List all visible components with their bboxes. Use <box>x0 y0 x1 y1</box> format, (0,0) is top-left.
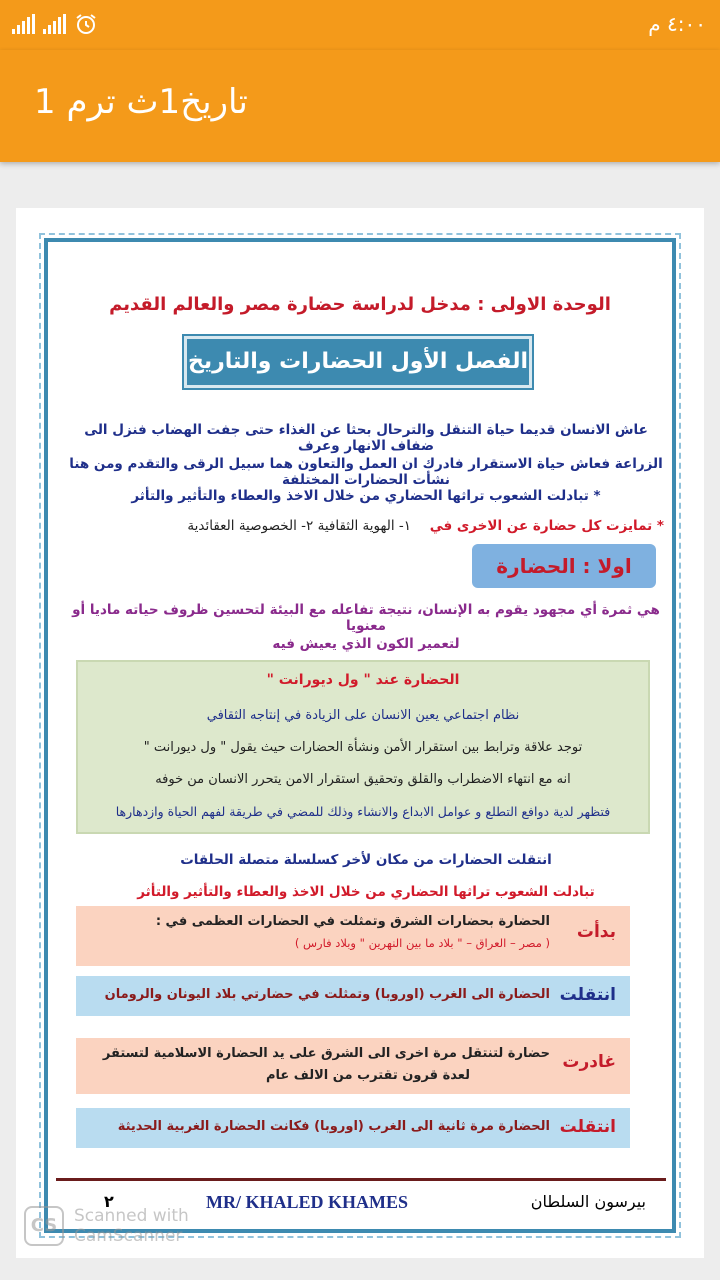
durant-line-3: انه مع انتهاء الاضطراب والقلق وتحقيق استقرار الامن يتحرر الانسان من خوفه <box>155 772 571 787</box>
footer-divider <box>56 1178 666 1181</box>
distinction-items: ١- الهوية الثقافية ٢- الخصوصية العقائدية <box>187 518 412 534</box>
timeline-label: بدأت <box>576 922 616 942</box>
watermark-line-2: CamScanner <box>74 1226 183 1246</box>
unit-title: الوحدة الاولى : مدخل لدراسة حضارة مصر والعالم القديم <box>109 294 611 315</box>
signal-icon <box>12 14 35 34</box>
camscanner-text <box>74 1206 189 1246</box>
timeline-sub: لعدة قرون تقترب من الالف عام <box>265 1068 470 1083</box>
timeline-text: الحضارة مرة ثانية الى الغرب (اوروبا) فكانت الحضارة الغربية الحديثة <box>117 1119 550 1134</box>
transfer-line-2: تبادلت الشعوب تراثها الحضاري من خلال الاخذ والعطاء والتأثير والتأثر <box>137 884 595 900</box>
app-bar <box>0 50 720 162</box>
intro-line-2: الزراعة فعاش حياة الاستقرار فادرك ان العمل والتعاون هما سبيل الرقى والتقدم ومن هنا نشأت الحضارات المختلفة <box>69 456 663 488</box>
section-label: اولا : الحضارة <box>472 544 656 588</box>
alarm-icon <box>74 12 98 36</box>
timeline-item <box>76 976 630 1016</box>
camscanner-watermark <box>24 1206 189 1246</box>
distinction-row <box>104 518 664 534</box>
durant-line-1: نظام اجتماعي يعين الانسان على الزيادة في إنتاجه الثقافي <box>206 708 520 723</box>
durant-box <box>76 660 650 834</box>
status-bar <box>0 0 720 50</box>
chapter-title: الفصل الأول الحضارات والتاريخ <box>184 336 532 388</box>
transfer-line-1: انتقلت الحضارات من مكان لأخر كسلسلة متصلة الحلقات <box>180 852 552 868</box>
page-number: ٢ <box>104 1192 114 1211</box>
status-icons <box>12 12 98 36</box>
definition-line-2: لتعمير الكون الذي يعيش فيه <box>272 636 460 652</box>
status-time: ٤:٠٠ م <box>648 12 706 36</box>
document-page[interactable] <box>16 208 704 1258</box>
durant-heading: الحضارة عند " ول ديورانت " <box>266 672 460 688</box>
timeline-item <box>76 1038 630 1094</box>
intro-line-1: عاش الانسان قديما حياة التنقل والترحال بحثا عن الغذاء حتى جفت الهضاب فنزل الى ضفاف الانهار وعرف <box>84 422 648 454</box>
signal-icon <box>43 14 66 34</box>
timeline-label: انتقلت <box>559 1117 616 1137</box>
app-title: تاريخ1ث ترم 1 <box>34 82 248 122</box>
definition-line-1: هي ثمرة أي مجهود يقوم به الإنسان، نتيجة تفاعله مع البيئة لتحسين ظروف حياته ماديا أو معنويا <box>72 602 660 634</box>
camscanner-logo: CS <box>24 1206 64 1246</box>
timeline-text: الحضارة الى الغرب (اوروبا) وتمثلت في حضارتي بلاد اليونان والرومان <box>104 987 550 1002</box>
distinction-label: * تمايزت كل حضارة عن الاخرى في <box>429 518 664 534</box>
footer-author: MR/ KHALED KHAMES <box>206 1192 409 1212</box>
footer-publisher: بيرسون السلطان <box>530 1192 646 1211</box>
timeline-item <box>76 1108 630 1148</box>
timeline-text: الحضارة بحضارات الشرق وتمثلت في الحضارات العظمى في : <box>155 914 550 929</box>
durant-line-2: توجد علاقة وترابط بين استقرار الأمن ونشأة الحضارات حيث يقول " ول ديورانت " <box>143 740 583 755</box>
timeline-text: حضارة لتنتقل مرة اخرى الى الشرق على يد الحضارة الاسلامية لتستقر <box>102 1046 550 1061</box>
watermark-line-1: Scanned with <box>74 1206 189 1226</box>
timeline-label: انتقلت <box>559 985 616 1005</box>
timeline-item <box>76 906 630 966</box>
durant-line-4: فتظهر لدية دوافع التطلع و عوامل الابداع والانشاء وذلك للمضي في طريقة لفهم الحياة وازدهارها <box>115 804 611 819</box>
timeline-label: غادرت <box>562 1052 616 1072</box>
timeline-sub: ( مصر – العراق – " بلاد ما بين النهرين " وبلاد فارس ) <box>294 936 550 950</box>
intro-line-3: * تبادلت الشعوب تراثها الحضاري من خلال الاخذ والعطاء والتأثير والتأثر <box>131 488 601 504</box>
